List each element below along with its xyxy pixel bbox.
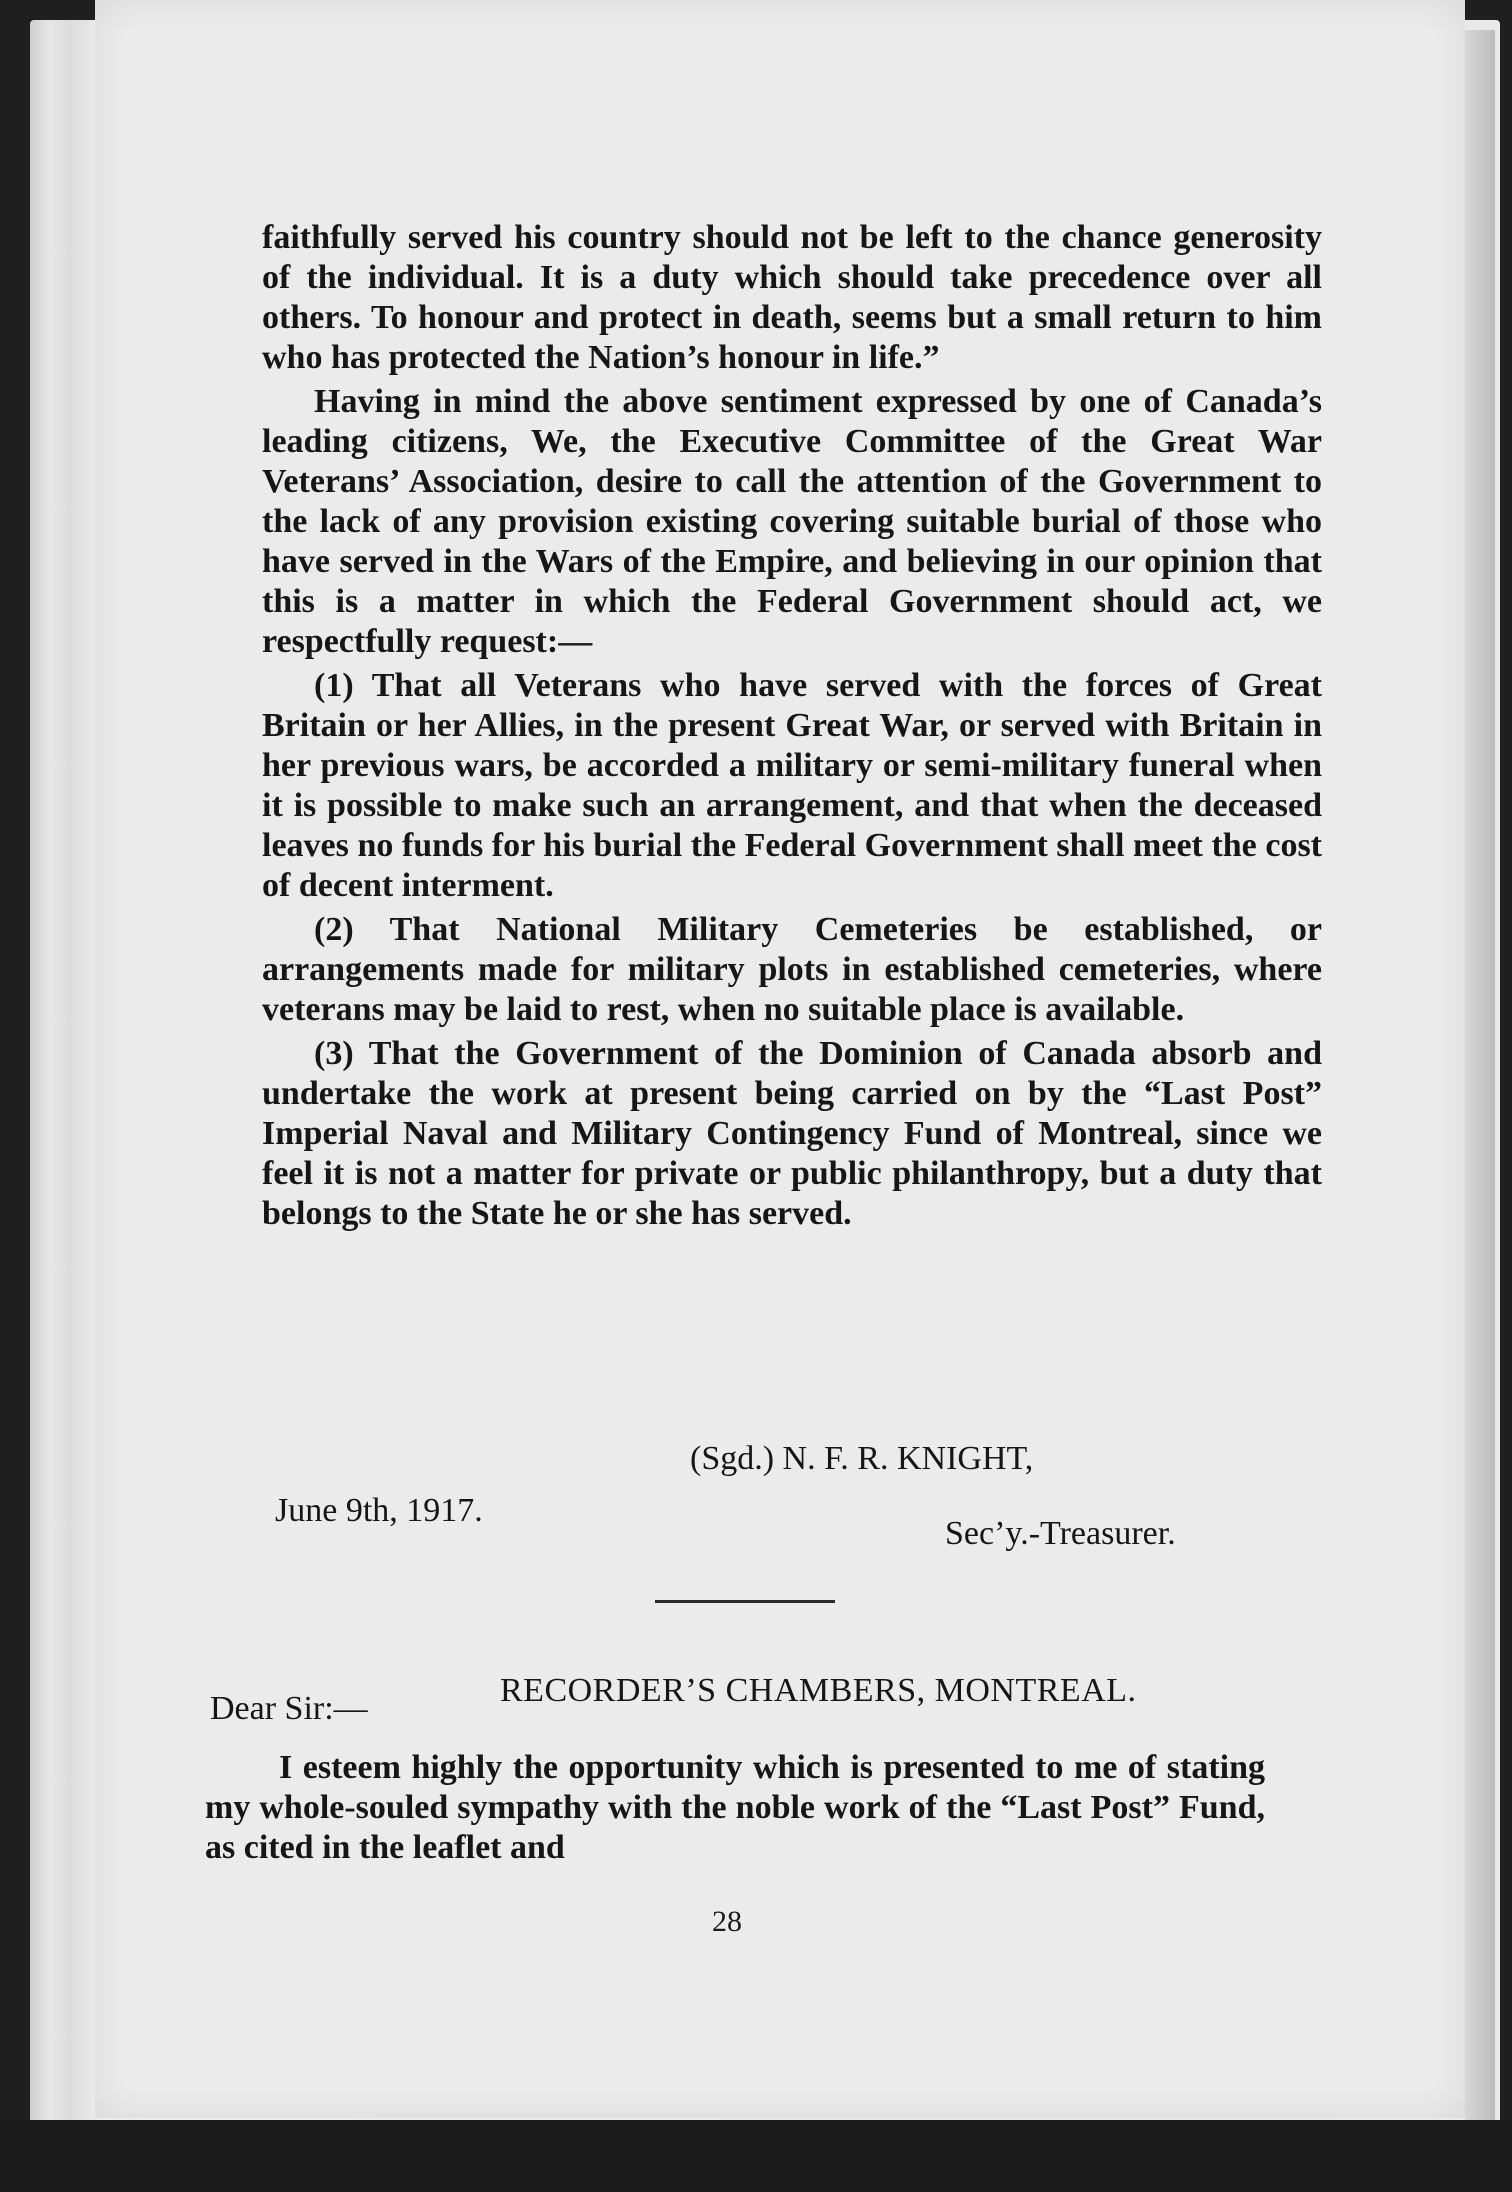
letter-body: I esteem highly the opportunity which is presented to me of stating my whole-souled sympathy with the noble work of the “Last Post” Fund, as cited in the leaflet and bbox=[205, 1749, 1265, 1866]
signature-title: Sec’y.-Treasurer. bbox=[945, 1515, 1176, 1552]
paragraph-2: Having in mind the above sentiment expressed by one of Canada’s leading citizens, We, the Executive Committee of the Great War Veterans’ Association, desire to call the attention of the Government to the lack of any provision existing covering suitable burial of those who have served in the Wars of the Empire, and believing in our opinion that this is a matter in which the Federal Government should act, we respectfully request:— bbox=[262, 383, 1322, 660]
page-number: 28 bbox=[712, 1905, 742, 1938]
paragraph-5: (3) That the Government of the Dominion of Canada absorb and undertake the work at present being carried on by the “Last Post” Imperial Naval and Military Contingency Fund of Montreal, since we feel it is not a matter for private or public philanthropy, but a duty that belongs to the State he or she has served. bbox=[262, 1035, 1322, 1232]
body-text bbox=[262, 218, 1322, 1238]
signature-line: (Sgd.) N. F. R. KNIGHT, bbox=[690, 1440, 1034, 1477]
section-divider bbox=[655, 1600, 835, 1603]
paragraph-4: (2) That National Military Cemeteries be established, or arrangements made for military plots in established cemeteries, where veterans may be laid to rest, when no suitable place is available. bbox=[262, 911, 1322, 1028]
letter-heading: RECORDER’S CHAMBERS, MONTREAL. bbox=[500, 1672, 1137, 1709]
paragraph-1: faithfully served his country should not be left to the chance generosity of the individual. It is a duty which should take precedence over all others. To honour and protect in death, seems but a small return to him who has protected the Nation’s honour in life.” bbox=[262, 219, 1322, 376]
letter-salutation: Dear Sir:— bbox=[210, 1690, 368, 1727]
background-bottom bbox=[0, 2120, 1512, 2192]
paragraph-3: (1) That all Veterans who have served with the forces of Great Britain or her Allies, in the present Great War, or served with Britain in her previous wars, be accorded a military or semi-military funeral when it is possible to make such an arrangement, and that when the deceased leaves no funds for his burial the Federal Government shall meet the cost of decent interment. bbox=[262, 667, 1322, 904]
book-spine bbox=[1465, 30, 1495, 2130]
date-line: June 9th, 1917. bbox=[275, 1492, 483, 1529]
